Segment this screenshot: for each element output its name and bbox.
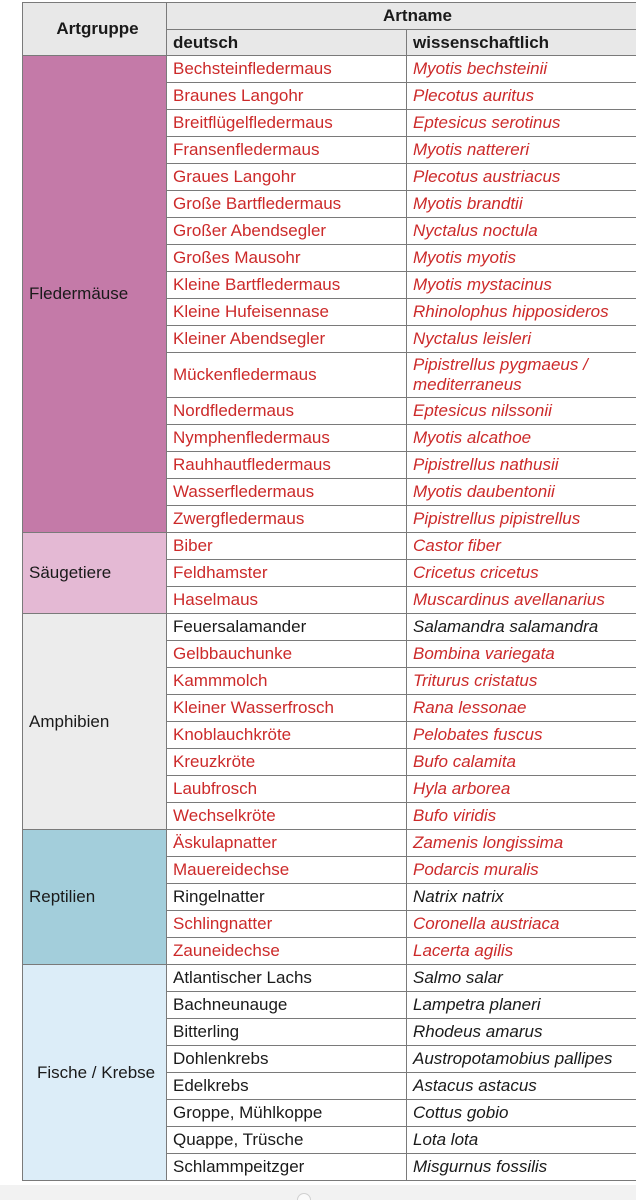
german-name-cell: Knoblauchkröte [167, 722, 407, 749]
scientific-name-cell: Nyctalus noctula [407, 218, 636, 245]
german-name-cell: Kreuzkröte [167, 749, 407, 776]
german-name-cell: Breitflügelfledermaus [167, 110, 407, 137]
scientific-name-cell: Lampetra planeri [407, 992, 636, 1019]
scientific-name-cell: Misgurnus fossilis [407, 1154, 636, 1181]
german-name-cell: Kleine Bartfledermaus [167, 272, 407, 299]
german-name-cell: Graues Langohr [167, 164, 407, 191]
german-name-cell: Schlingnatter [167, 911, 407, 938]
table-row [23, 965, 636, 992]
german-name-cell: Laubfrosch [167, 776, 407, 803]
german-name-cell: Kleiner Abendsegler [167, 326, 407, 353]
table-row [23, 533, 636, 560]
german-name-cell: Quappe, Trüsche [167, 1127, 407, 1154]
group-cell: Amphibien [23, 614, 167, 830]
german-name-cell: Mauereidechse [167, 857, 407, 884]
scientific-name-cell: Pipistrellus pipistrellus [407, 506, 636, 533]
german-name-cell: Atlantischer Lachs [167, 965, 407, 992]
german-name-cell: Große Bartfledermaus [167, 191, 407, 218]
german-name-cell: Kammmolch [167, 668, 407, 695]
scientific-name-cell: Cottus gobio [407, 1100, 636, 1127]
german-name-cell: Ringelnatter [167, 884, 407, 911]
german-name-cell: Feldhamster [167, 560, 407, 587]
german-name-cell: Großes Mausohr [167, 245, 407, 272]
german-name-cell: Schlammpeitzger [167, 1154, 407, 1181]
scientific-name-cell: Astacus astacus [407, 1073, 636, 1100]
german-name-cell: Kleiner Wasserfrosch [167, 695, 407, 722]
german-name-cell: Mückenfledermaus [167, 353, 407, 398]
scientific-name-cell: Hyla arborea [407, 776, 636, 803]
scientific-name-cell: Rhinolophus hipposideros [407, 299, 636, 326]
scientific-name-cell: Coronella austriaca [407, 911, 636, 938]
german-name-cell: Nordfledermaus [167, 398, 407, 425]
scientific-name-cell: Myotis bechsteinii [407, 56, 636, 83]
german-name-cell: Bechsteinfledermaus [167, 56, 407, 83]
german-name-cell: Groppe, Mühlkoppe [167, 1100, 407, 1127]
german-name-cell: Großer Abendsegler [167, 218, 407, 245]
german-name-cell: Biber [167, 533, 407, 560]
german-name-cell: Äskulapnatter [167, 830, 407, 857]
german-name-cell: Kleine Hufeisennase [167, 299, 407, 326]
scientific-name-cell: Castor fiber [407, 533, 636, 560]
german-name-cell: Wechselkröte [167, 803, 407, 830]
scientific-name-cell: Rana lessonae [407, 695, 636, 722]
header-deutsch: deutsch [167, 30, 407, 56]
species-table [22, 2, 636, 1181]
scientific-name-cell: Myotis mystacinus [407, 272, 636, 299]
german-name-cell: Edelkrebs [167, 1073, 407, 1100]
table-row [23, 56, 636, 83]
table-header [23, 3, 636, 56]
scientific-name-cell: Muscardinus avellanarius [407, 587, 636, 614]
scientific-name-cell: Zamenis longissima [407, 830, 636, 857]
table-body [23, 56, 636, 1181]
table-row [23, 830, 636, 857]
german-name-cell: Haselmaus [167, 587, 407, 614]
scientific-name-cell: Podarcis muralis [407, 857, 636, 884]
scientific-name-cell: Triturus cristatus [407, 668, 636, 695]
scientific-name-cell: Lacerta agilis [407, 938, 636, 965]
group-cell: Fische / Krebse [23, 965, 167, 1181]
german-name-cell: Braunes Langohr [167, 83, 407, 110]
scientific-name-cell: Plecotus austriacus [407, 164, 636, 191]
german-name-cell: Bitterling [167, 1019, 407, 1046]
scientific-name-cell: Pipistrellus pygmaeus / mediterraneus [407, 353, 636, 398]
scientific-name-cell: Austropotamobius pallipes [407, 1046, 636, 1073]
scientific-name-cell: Pipistrellus nathusii [407, 452, 636, 479]
scientific-name-cell: Bufo viridis [407, 803, 636, 830]
scientific-name-cell: Bombina variegata [407, 641, 636, 668]
scientific-name-cell: Myotis myotis [407, 245, 636, 272]
german-name-cell: Fransenfledermaus [167, 137, 407, 164]
scientific-name-cell: Myotis nattereri [407, 137, 636, 164]
german-name-cell: Zwergfledermaus [167, 506, 407, 533]
group-cell: Säugetiere [23, 533, 167, 614]
header-artname: Artname [167, 3, 636, 30]
header-row-top [23, 3, 636, 30]
german-name-cell: Feuersalamander [167, 614, 407, 641]
scientific-name-cell: Myotis brandtii [407, 191, 636, 218]
scientific-name-cell: Lota lota [407, 1127, 636, 1154]
header-wissenschaftlich: wissenschaftlich [407, 30, 636, 56]
german-name-cell: Zauneidechse [167, 938, 407, 965]
table-row [23, 614, 636, 641]
scientific-name-cell: Pelobates fuscus [407, 722, 636, 749]
bottom-toolbar [0, 1185, 636, 1200]
german-name-cell: Bachneunauge [167, 992, 407, 1019]
scientific-name-cell: Eptesicus nilssonii [407, 398, 636, 425]
home-indicator-icon[interactable] [297, 1193, 311, 1200]
german-name-cell: Nymphenfledermaus [167, 425, 407, 452]
german-name-cell: Rauhhautfledermaus [167, 452, 407, 479]
scientific-name-cell: Salmo salar [407, 965, 636, 992]
german-name-cell: Dohlenkrebs [167, 1046, 407, 1073]
scientific-name-cell: Plecotus auritus [407, 83, 636, 110]
scientific-name-cell: Natrix natrix [407, 884, 636, 911]
scientific-name-cell: Bufo calamita [407, 749, 636, 776]
scientific-name-cell: Myotis alcathoe [407, 425, 636, 452]
german-name-cell: Gelbbauchunke [167, 641, 407, 668]
scientific-name-cell: Salamandra salamandra [407, 614, 636, 641]
scientific-name-cell: Myotis daubentonii [407, 479, 636, 506]
scientific-name-cell: Eptesicus serotinus [407, 110, 636, 137]
header-artgruppe: Artgruppe [23, 3, 167, 56]
scientific-name-cell: Nyctalus leisleri [407, 326, 636, 353]
group-cell: Fledermäuse [23, 56, 167, 533]
group-cell: Reptilien [23, 830, 167, 965]
scientific-name-cell: Rhodeus amarus [407, 1019, 636, 1046]
scientific-name-cell: Cricetus cricetus [407, 560, 636, 587]
german-name-cell: Wasserfledermaus [167, 479, 407, 506]
